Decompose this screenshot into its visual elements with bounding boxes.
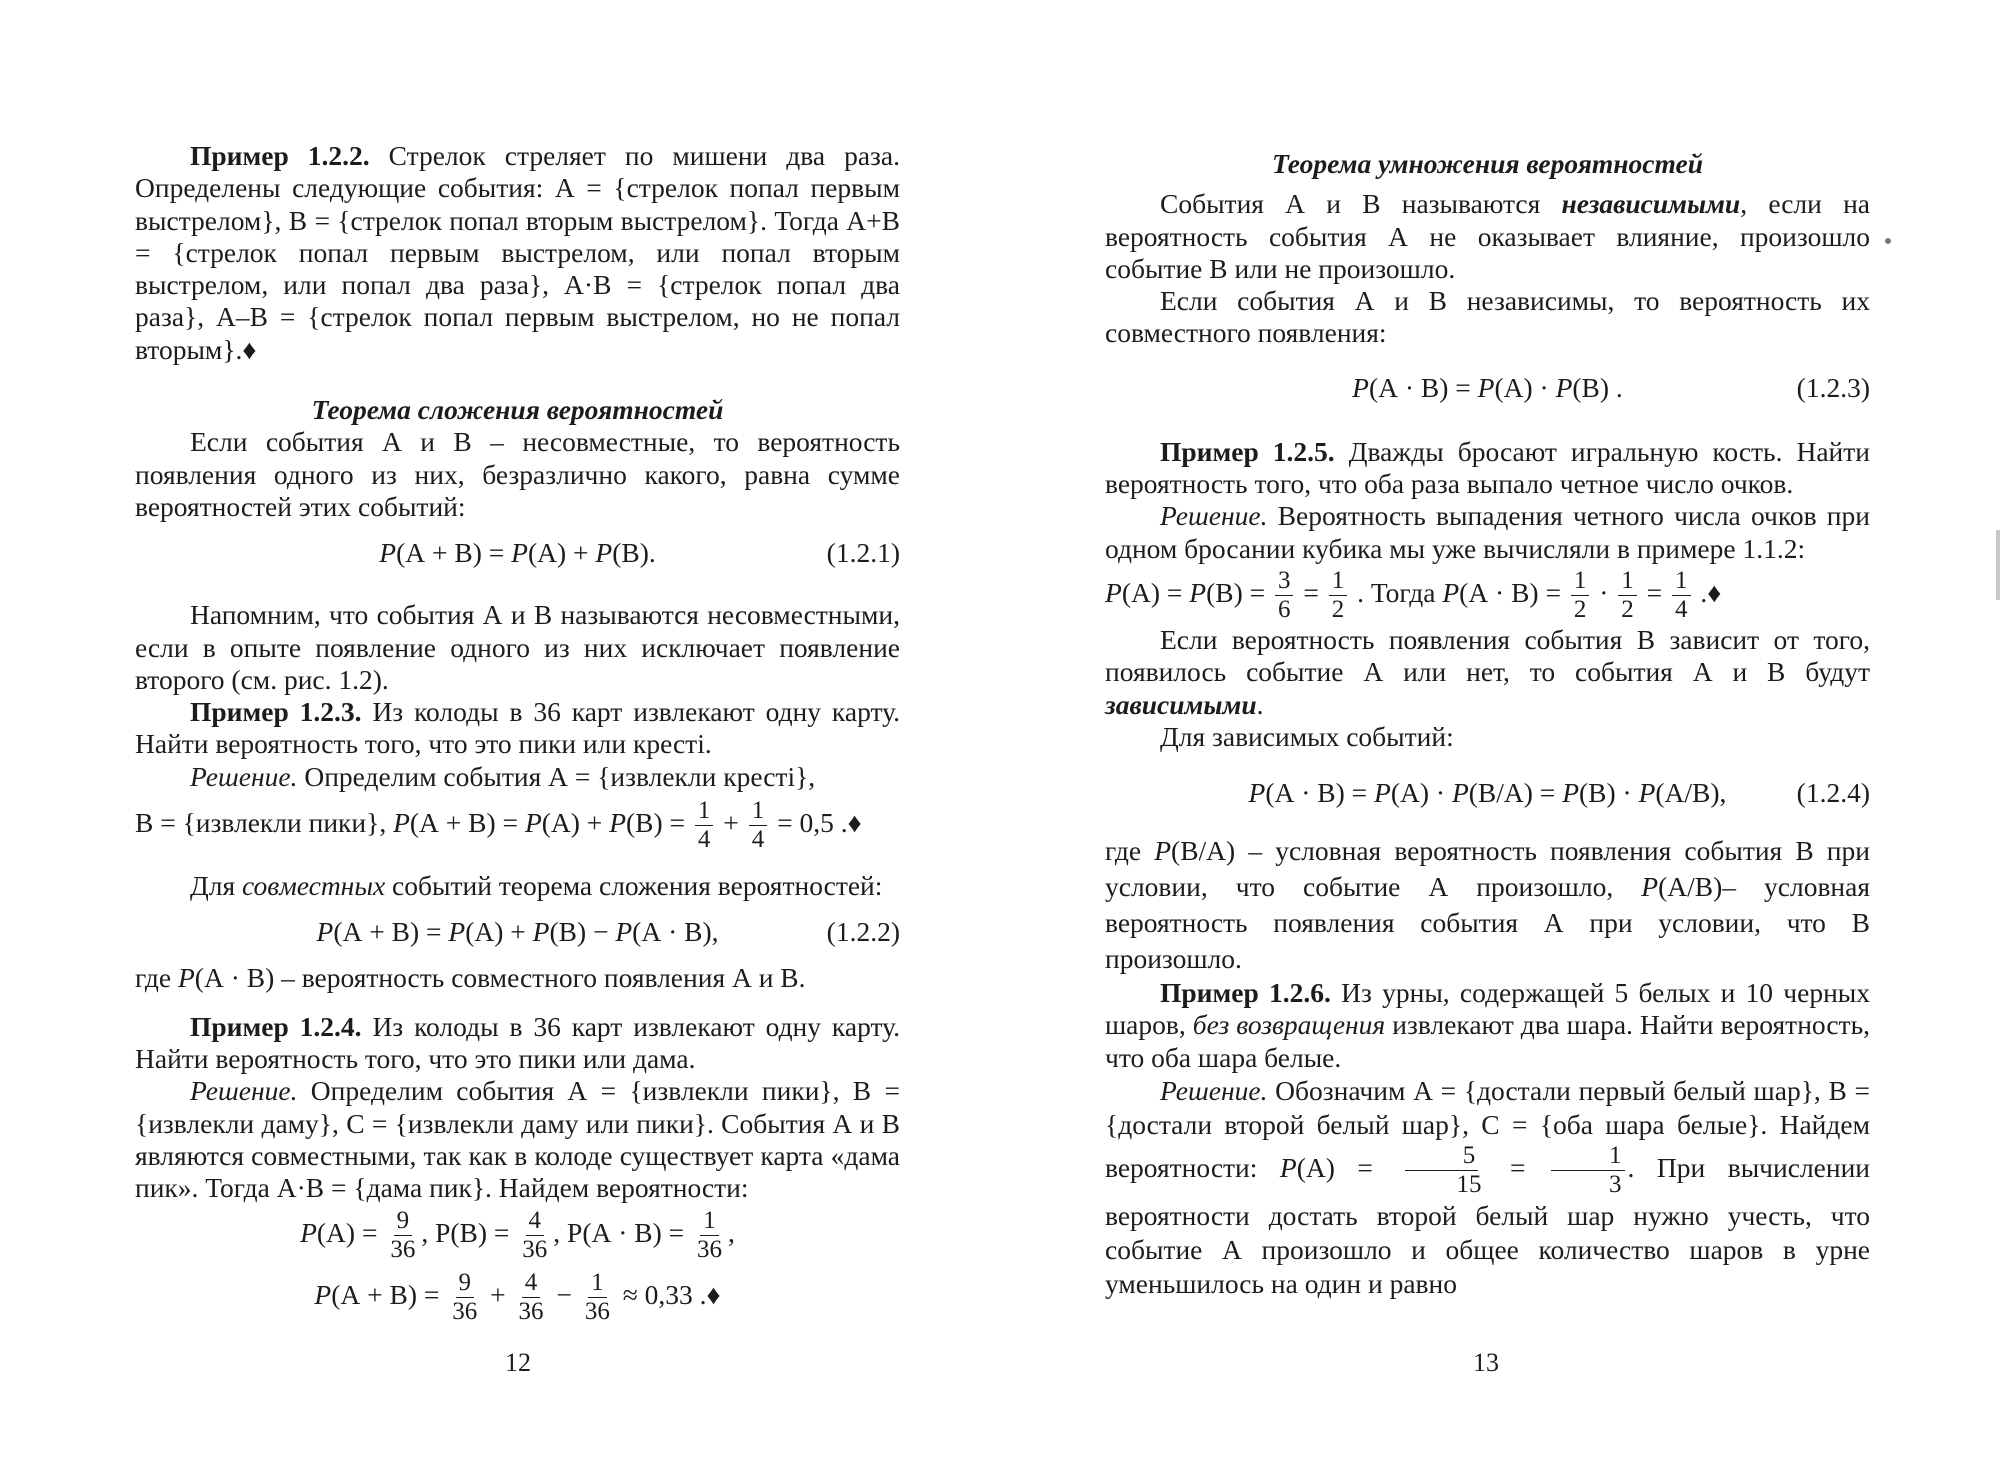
- fraction: $\frac{1}{4}$: [695, 797, 714, 854]
- formula-probabilities: P(А) = $\frac{9}{36}$ , P(В) = $\frac{4}{36}$ , P(А · В) = $\frac{1}{36}$ ,: [300, 1206, 735, 1263]
- dependent-intro: Для зависимых событий:: [1160, 720, 1454, 752]
- left-column: [135, 140, 900, 1328]
- page-edge-shadow: [1996, 530, 2000, 600]
- formula-sum-result: P(А + В) = $\frac{9}{36}$ + $\frac{4}{36}$ − $\frac{1}{36}$ ≈ 0,33 .♦: [314, 1268, 721, 1325]
- reminder-paragraph: Напомним, что события А и В называются несовместными, если в опыте появление одного из них исключает появление второго (см. рис. 1.2).: [135, 599, 900, 695]
- formula-number: (1.2.3): [1796, 371, 1870, 403]
- example-title: Пример 1.2.2.: [190, 140, 370, 171]
- independent-joint-text: Если события А и В независимы, то вероятность их совместного появления:: [1105, 285, 1870, 349]
- example-title: Пример 1.2.5.: [1160, 435, 1335, 467]
- example-title: Пример 1.2.3.: [190, 696, 362, 728]
- formula-1-2-1: P(А + В) = P(А) + P(В). (1.2.1): [379, 537, 900, 569]
- example-title: Пример 1.2.4.: [190, 1010, 362, 1042]
- example-1-2-6: Пример 1.2.6. Из урны, содержащей 5 белых и 10 черных шаров, без возвращения извлекают два шара. Найти вероятность, что оба шара белые.: [1105, 977, 1871, 1073]
- joint-events-intro: Для совместных событий теорема сложения вероятностей:: [190, 870, 883, 902]
- conditional-probability-note: где P(В/А) – условная вероятность появления события В при условии, что событие А произошло, P(А/В)– условная вероятность появления события А при условии, что В произошло.: [1105, 835, 1870, 975]
- formula-number: (1.2.4): [1796, 777, 1870, 809]
- independent-definition: События А и В называются независимыми, если на вероятность события А не оказывает влияние, произошло событие В или не произошло.: [1105, 188, 1871, 284]
- joint-probability-note: где P(А · В) – вероятность совместного появления А и В.: [135, 962, 806, 994]
- solution-1-2-3-formula: В = {извлекли пики}, P(А + В) = P(А) + P(В) = $\frac{1}{4}$ + $\frac{1}{4}$ = 0,5 .♦: [135, 797, 862, 854]
- fraction: $\frac{1}{4}$: [749, 797, 768, 854]
- example-1-2-4: Пример 1.2.4. Из колоды в 36 карт извлекают одну карту. Найти вероятность того, что это пики или дама.: [135, 1010, 900, 1074]
- speck-mark: [1885, 238, 1891, 244]
- page-number: 12: [505, 1348, 531, 1377]
- example-1-2-2: Пример 1.2.2. Стрелок стреляет по мишени два раза. Определены следующие события: А = {стрелок попал первым выстрелом}, В = {стрелок попал вторым выстрелом}. Тогда А+В = {стрелок попал первым выстрелом, или попал вторым выстрелом, или попал два раза}, А·В = {стрелок попал два раза}, А–В = {стрелок попал первым выстрелом, но не попал вторым}.♦: [135, 140, 900, 365]
- multiplication-theorem-heading: Теорема умножения вероятностей: [1271, 148, 1704, 179]
- right-column: [1105, 148, 1870, 1301]
- addition-theorem-text: Если события А и В – несовместные, то вероятность появления одного из них, безразлично какого, равна сумме вероятностей этих событий:: [135, 426, 900, 522]
- formula-1-2-2: P(А + В) = P(А) + P(В) − P(А · В), (1.2.2): [316, 916, 900, 948]
- formula-1-2-3: P(А · В) = P(А) · P(В) . (1.2.3): [1352, 371, 1870, 403]
- dependent-definition: Если вероятность появления события В зависит от того, появилось событие А или нет, то события А и В будут зависимыми.: [1105, 623, 1870, 720]
- addition-theorem-heading: Теорема сложения вероятностей: [311, 394, 724, 426]
- right-page: [1000, 0, 2000, 1472]
- formula-1-2-4: P(А · В) = P(А) · P(В/А) = P(В) · P(А/В), (1.2.4): [1248, 777, 1870, 809]
- solution-1-2-5-formula: P(А) = P(В) = $\frac{3}{6}$ = $\frac{1}{2}$ . Тогда P(А · В) = $\frac{1}{2}$ · $\frac{1}{2}$ = $\frac{1}{4}$ .♦: [1105, 566, 1722, 623]
- example-title: Пример 1.2.6.: [1160, 977, 1331, 1009]
- example-1-2-5: Пример 1.2.5. Дважды бросают игральную кость. Найти вероятность того, что оба раза выпало четное число очков.: [1105, 435, 1870, 500]
- example-1-2-3: Пример 1.2.3. Из колоды в 36 карт извлекают одну карту. Найти вероятность того, что это пики или кресті.: [135, 696, 900, 760]
- solution-1-2-5: Решение. Вероятность выпадения четного числа очков при одном бросании кубика мы уже вычисляли в примере 1.1.2:: [1105, 500, 1870, 564]
- solution-1-2-4: Решение. Определим события А = {извлекли пики}, В = {извлекли даму}, С = {извлекли даму или пики}. События А и В являются совместными, так как в колоде существует карта «дама пик». Тогда А·В = {дама пик}. Найдем вероятности:: [135, 1075, 900, 1204]
- page-number: 13: [1473, 1348, 1499, 1377]
- solution-1-2-3: Решение. Определим события А = {извлекли кресті},: [190, 760, 816, 792]
- formula-number: (1.2.1): [826, 537, 900, 569]
- formula-number: (1.2.2): [826, 916, 900, 948]
- solution-1-2-6: Решение. Обозначим А = {достали первый белый шар}, В = {достали второй белый шар}, С = {оба шара белые}. Найдем вероятности: P(А) = $\frac{5}{15}$ = $\frac{1}{3}$ . При вычислении вероятности достать второй белый шар нужно учесть, что событие А произошло и общее количество шаров в урне уменьшилось на один и равно: [1105, 1075, 1871, 1300]
